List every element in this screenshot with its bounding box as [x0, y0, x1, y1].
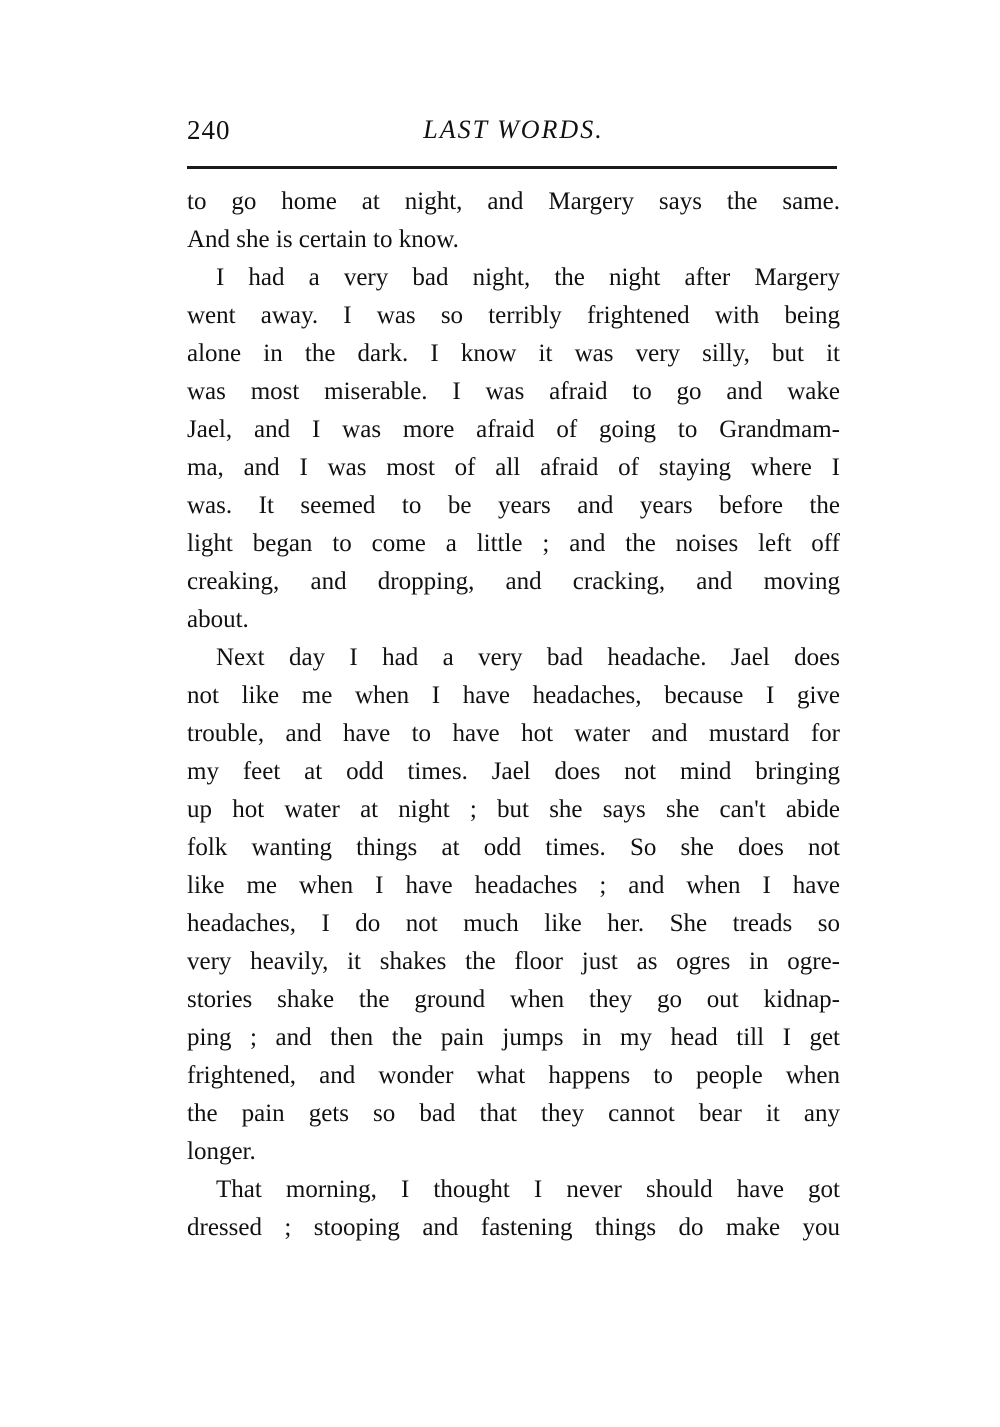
paragraph-first-line: That morning, I thought I never should have got — [216, 1176, 840, 1203]
text-line: the pain gets so bad that they cannot bear it any — [187, 1100, 840, 1127]
text-line: Jael, and I was more afraid of going to Grandmam- — [187, 416, 840, 443]
text-line: went away. I was so terribly frightened with being — [187, 302, 840, 329]
text-line: not like me when I have headaches, because I give — [187, 682, 840, 709]
text-line: to go home at night, and Margery says the same. — [187, 188, 840, 215]
text-line: my feet at odd times. Jael does not mind bringing — [187, 758, 840, 785]
text-line: longer. — [187, 1138, 256, 1165]
text-line: up hot water at night ; but she says she can't abide — [187, 796, 840, 823]
text-line: headaches, I do not much like her. She treads so — [187, 910, 840, 937]
text-line: dressed ; stooping and fastening things do make you — [187, 1214, 840, 1241]
text-line: like me when I have headaches ; and when I have — [187, 872, 840, 899]
text-line: light began to come a little ; and the noises left off — [187, 530, 840, 557]
text-line: folk wanting things at odd times. So she does not — [187, 834, 840, 861]
text-line: trouble, and have to have hot water and mustard for — [187, 720, 840, 747]
paragraph-first-line: Next day I had a very bad headache. Jael does — [216, 644, 840, 671]
text-line: ma, and I was most of all afraid of staying where I — [187, 454, 840, 481]
text-line: alone in the dark. I know it was very silly, but it — [187, 340, 840, 367]
text-line: ping ; and then the pain jumps in my head till I get — [187, 1024, 840, 1051]
text-line: was. It seemed to be years and years before the — [187, 492, 840, 519]
text-line: stories shake the ground when they go out kidnap- — [187, 986, 840, 1013]
text-line: creaking, and dropping, and cracking, and moving — [187, 568, 840, 595]
text-line: very heavily, it shakes the floor just as ogres in ogre- — [187, 948, 840, 975]
text-line: about. — [187, 606, 249, 633]
header-rule — [187, 166, 837, 169]
text-line: was most miserable. I was afraid to go and wake — [187, 378, 840, 405]
text-line: frightened, and wonder what happens to people when — [187, 1062, 840, 1089]
paragraph-first-line: I had a very bad night, the night after Margery — [216, 264, 840, 291]
running-title: LAST WORDS. — [423, 115, 604, 144]
body-text — [187, 183, 840, 1247]
running-head — [187, 112, 840, 152]
page-number: 240 — [187, 115, 231, 145]
text-line: And she is certain to know. — [187, 226, 459, 253]
